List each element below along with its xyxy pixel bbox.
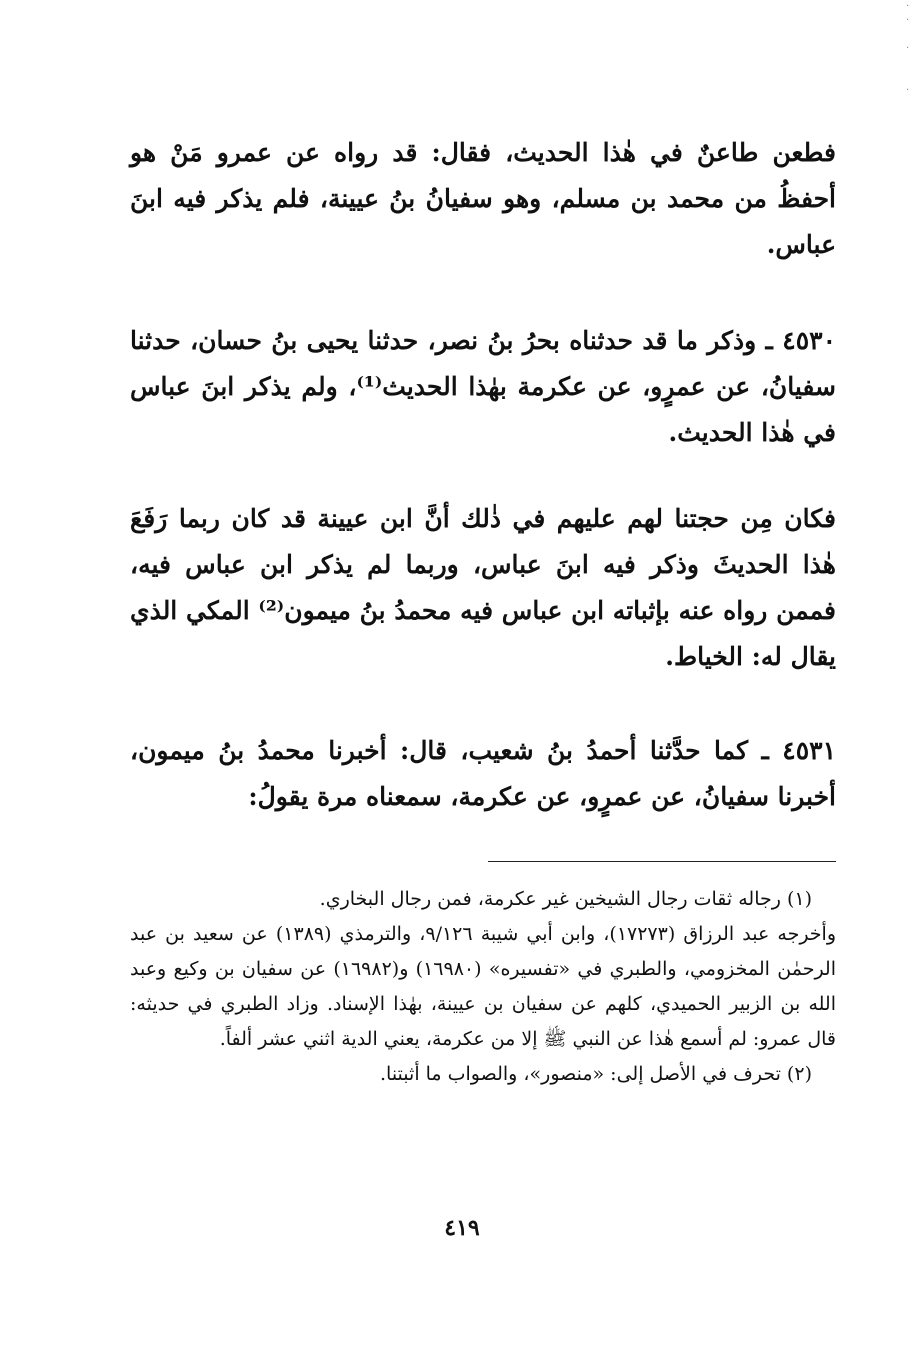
paragraph-commentary-2: فكان مِن حجتنا لهم عليهم في ذٰلك أنَّ ابن عيينة قد كان ربما رَفَعَ هٰذا الحديثَ وذكر فيه ابنَ عباس، وربما لم يذكر ابن عباس فيه، فممن رواه عنه بإثباته ابن عباس فيه محمدُ بنُ ميمون⁽²⁾ المكي الذي يقال له: الخياط. xyxy=(130,504,836,671)
footnote-1: (١) رجاله ثقات رجال الشيخين غير عكرمة، فمن رجال البخاري. xyxy=(319,888,812,910)
hadith-4531: ٤٥٣١ ـ كما حدَّثنا أحمدُ بنُ شعيب، قال: أخبرنا محمدُ بنُ ميمون، أخبرنا سفيانُ، عن عمرٍو، عن عكرمة، سمعناه مرة يقولُ: xyxy=(130,736,836,811)
footnote-2: (٢) تحرف في الأصل إلى: «منصور»، والصواب ما أثبتنا. xyxy=(380,1063,812,1085)
hadith-4530: ٤٥٣٠ ـ وذكر ما قد حدثناه بحرُ بنُ نصر، حدثنا يحيى بنُ حسان، حدثنا سفيانُ، عن عمرٍو، عن عكرمة بهٰذا الحديث⁽¹⁾، ولم يذكر ابنَ عباس في هٰذا الحديث. xyxy=(130,326,836,447)
margin-speckles: · · · · xyxy=(906,1,910,96)
footnote-separator xyxy=(488,861,836,862)
page-number: ٤١٩ xyxy=(444,1215,480,1241)
footnotes xyxy=(130,882,836,1092)
footnote-1-continuation: وأخرجه عبد الرزاق (١٧٢٧٣)، وابن أبي شيبة ٩/١٢٦، والترمذي (١٣٨٩) عن سعيد بن عبد الرحمٰن المخزومي، والطبري في «تفسيره» (١٦٩٨٠) و(١٦٩٨٢) عن سفيان بن وكيع وعبد الله بن الزبير الحميدي، كلهم عن سفيان بن عيينة، بهٰذا الإسناد. وزاد الطبري في حديثه: قال عمرو: لم أسمع هٰذا عن النبي ﷺ إلا من عكرمة، يعني الدية اثني عشر ألفاً. xyxy=(130,923,837,1050)
paragraph-commentary-1: فطعن طاعنٌ في هٰذا الحديث، فقال: قد رواه عن عمرو مَنْ هو أحفظُ من محمد بن مسلم، وهو سفيانُ بنُ عيينة، فلم يذكر فيه ابنَ عباس. xyxy=(130,138,836,259)
